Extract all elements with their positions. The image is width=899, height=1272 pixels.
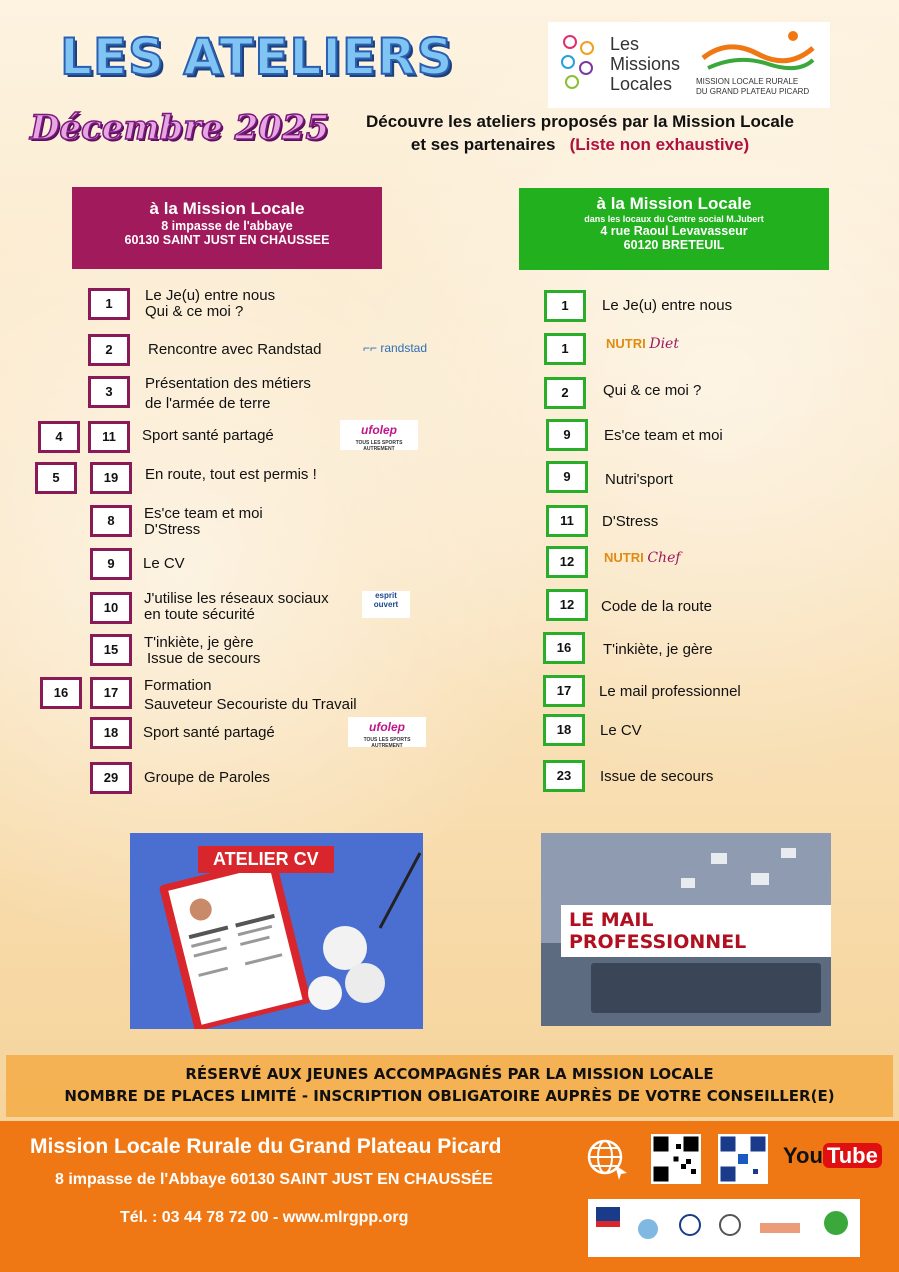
left-day-box: 10 xyxy=(90,592,132,624)
missions-locales-logo-icon xyxy=(560,34,598,94)
chef-text: Chef xyxy=(647,550,681,566)
ufolep-logo xyxy=(348,717,426,747)
right-head-address: 4 rue Raoul Levavasseur xyxy=(600,224,748,238)
notice-banner xyxy=(6,1055,893,1117)
left-extra-day-box: 16 xyxy=(40,677,82,709)
atelier-cv-image xyxy=(130,833,423,1029)
left-day-box: 1 xyxy=(88,288,130,320)
footer-org-name: Mission Locale Rurale du Grand Plateau Picard xyxy=(30,1135,502,1158)
left-label-line: Sauveteur Secouriste du Travail xyxy=(144,696,357,713)
left-item-label: Le CV xyxy=(143,555,185,572)
left-day-box: 2 xyxy=(88,334,130,366)
nutri-text: NUTRI xyxy=(606,336,646,351)
left-item-label xyxy=(144,635,260,667)
right-item-label: D'Stress xyxy=(602,513,659,530)
left-label-line: D'Stress xyxy=(144,521,201,538)
footer-contact: Tél. : 03 44 78 72 00 - www.mlrgpp.org xyxy=(120,1209,409,1226)
qr-pattern-icon xyxy=(651,1134,701,1184)
right-head-city: 60120 BRETEUIL xyxy=(623,238,725,252)
ufolep-tagline: TOUS LES SPORTS AUTREMENT xyxy=(363,737,411,749)
intro-line2-wrap xyxy=(300,133,860,156)
left-head-address: 8 impasse de l'abbaye xyxy=(161,219,293,233)
right-day-box: 18 xyxy=(543,714,585,746)
banner-line2: NOMBRE DE PLACES LIMITÉ - INSCRIPTION OBLIGATOIRE AUPRÈS DE VOTRE CONSEILLER(E) xyxy=(64,1087,835,1105)
right-day-box: 11 xyxy=(546,505,588,537)
right-day-box: 1 xyxy=(544,333,586,365)
footer xyxy=(0,1121,899,1272)
left-item-label xyxy=(144,591,329,623)
randstad-logo xyxy=(355,341,435,357)
left-label-line: T'inkiète, je gère xyxy=(144,634,254,651)
left-day-box: 19 xyxy=(90,462,132,494)
missions-locales-text xyxy=(610,34,680,94)
right-day-box: 9 xyxy=(546,461,588,493)
left-item-label xyxy=(144,506,263,538)
left-item-label: Sport santé partagé xyxy=(142,427,274,444)
nutri-diet-logo xyxy=(606,336,679,352)
intro-line1: Découvre les ateliers proposés par la Mission Locale xyxy=(365,112,794,131)
right-item-label: Es'ce team et moi xyxy=(604,427,723,444)
esprit-line2: ouvert xyxy=(373,600,399,609)
mail-image-title: LE MAIL PROFESSIONNEL xyxy=(561,905,831,957)
page-title: LES ATELIERS xyxy=(60,28,454,86)
esprit-ouvert-logo xyxy=(362,591,410,618)
left-day-box: 29 xyxy=(90,762,132,794)
left-head-city: 60130 SAINT JUST EN CHAUSSEE xyxy=(124,233,330,247)
left-column-header xyxy=(72,187,382,269)
ml-line1: Les xyxy=(610,34,640,54)
ufolep-text: ufolep xyxy=(369,720,405,734)
right-day-box: 17 xyxy=(543,675,585,707)
mlr-logo-icon xyxy=(698,28,818,74)
esprit-line1: esprit xyxy=(375,591,397,600)
right-item-label: Code de la route xyxy=(601,598,712,615)
intro-note: (Liste non exhaustive) xyxy=(569,135,750,154)
ufolep-logo xyxy=(340,420,418,450)
right-column-header xyxy=(519,188,829,270)
right-item-label: Le mail professionnel xyxy=(599,683,741,700)
website-globe-icon[interactable] xyxy=(585,1137,631,1183)
youtube-logo-icon[interactable] xyxy=(783,1143,882,1169)
partner-logos-box xyxy=(588,1199,860,1257)
nutri-chef-logo xyxy=(604,550,681,566)
left-item-label: Rencontre avec Randstad xyxy=(148,341,322,358)
left-head-title: à la Mission Locale xyxy=(149,199,305,218)
right-item-label: Issue de secours xyxy=(600,768,714,785)
left-item-label xyxy=(145,288,275,320)
youtube-tube: Tube xyxy=(823,1143,882,1168)
left-label-line: en toute sécurité xyxy=(144,606,255,623)
left-label-line: Issue de secours xyxy=(147,650,261,667)
footer-address: 8 impasse de l'Abbaye 60130 SAINT JUST EN CHAUSSÉE xyxy=(55,1171,493,1188)
randstad-text: randstad xyxy=(380,341,428,355)
left-label-line: Es'ce team et moi xyxy=(144,505,263,522)
right-day-box: 2 xyxy=(544,377,586,409)
diet-text: Diet xyxy=(649,336,679,352)
nutri-text: NUTRI xyxy=(604,550,644,565)
left-label-line: de l'armée de terre xyxy=(145,395,271,412)
mlr-line2: DU GRAND PLATEAU PICARD xyxy=(696,87,810,96)
right-day-box: 1 xyxy=(544,290,586,322)
left-day-box: 9 xyxy=(90,548,132,580)
left-day-box: 15 xyxy=(90,634,132,666)
qr-code-icon[interactable] xyxy=(651,1134,701,1184)
ml-line2: Missions xyxy=(610,54,681,74)
right-day-box: 9 xyxy=(546,419,588,451)
left-label-line: Qui & ce moi ? xyxy=(145,303,244,320)
left-day-box: 18 xyxy=(90,717,132,749)
left-day-box: 3 xyxy=(88,376,130,408)
left-item-label xyxy=(144,678,357,713)
mlr-text xyxy=(696,77,809,97)
ufolep-text: ufolep xyxy=(361,423,397,437)
left-item-label xyxy=(145,376,311,412)
left-label-line: Présentation des métiers xyxy=(145,375,311,392)
right-head-title: à la Mission Locale xyxy=(596,194,752,213)
right-day-box: 12 xyxy=(546,546,588,578)
right-day-box: 23 xyxy=(543,760,585,792)
qr-pattern-icon xyxy=(718,1134,768,1184)
left-label-line: Formation xyxy=(144,677,212,694)
left-item-label: Sport santé partagé xyxy=(143,724,275,741)
left-day-box: 11 xyxy=(88,421,130,453)
left-day-box: 17 xyxy=(90,677,132,709)
right-item-label: Le Je(u) entre nous xyxy=(602,297,733,314)
right-item-label: Nutri'sport xyxy=(605,471,673,488)
mlr-line1: MISSION LOCALE RURALE xyxy=(696,77,799,86)
right-item-label: Le CV xyxy=(600,722,642,739)
left-extra-day-box: 4 xyxy=(38,421,80,453)
right-item-label: T'inkiète, je gère xyxy=(603,641,713,658)
facebook-qr-icon[interactable] xyxy=(718,1134,768,1184)
randstad-icon: ⌐⌐ xyxy=(362,341,381,355)
right-head-note: dans les locaux du Centre social M.Jubert xyxy=(584,214,764,224)
cv-image-title: ATELIER CV xyxy=(198,846,334,873)
right-day-box: 12 xyxy=(546,589,588,621)
left-item-label: Groupe de Paroles xyxy=(144,769,270,786)
intro-text xyxy=(300,110,860,156)
left-label-line: J'utilise les réseaux sociaux xyxy=(144,590,329,607)
left-day-box: 8 xyxy=(90,505,132,537)
logos-box xyxy=(548,22,830,108)
intro-line2: et ses partenaires xyxy=(410,135,556,154)
ml-line3: Locales xyxy=(610,74,673,94)
left-item-label: En route, tout est permis ! xyxy=(145,466,317,483)
left-label-line: Le Je(u) entre nous xyxy=(145,287,276,304)
banner-line1: RÉSERVÉ AUX JEUNES ACCOMPAGNÉS PAR LA MISSION LOCALE xyxy=(185,1065,714,1083)
right-item-label: Qui & ce moi ? xyxy=(603,382,702,399)
partner-logos-icon xyxy=(588,1199,860,1257)
left-extra-day-box: 5 xyxy=(35,462,77,494)
right-day-box: 16 xyxy=(543,632,585,664)
month-title: Décembre 2025 xyxy=(30,108,330,148)
ufolep-tagline: TOUS LES SPORTS AUTREMENT xyxy=(355,440,403,452)
mail-professionnel-image xyxy=(541,833,831,1026)
youtube-you: You xyxy=(783,1143,823,1168)
